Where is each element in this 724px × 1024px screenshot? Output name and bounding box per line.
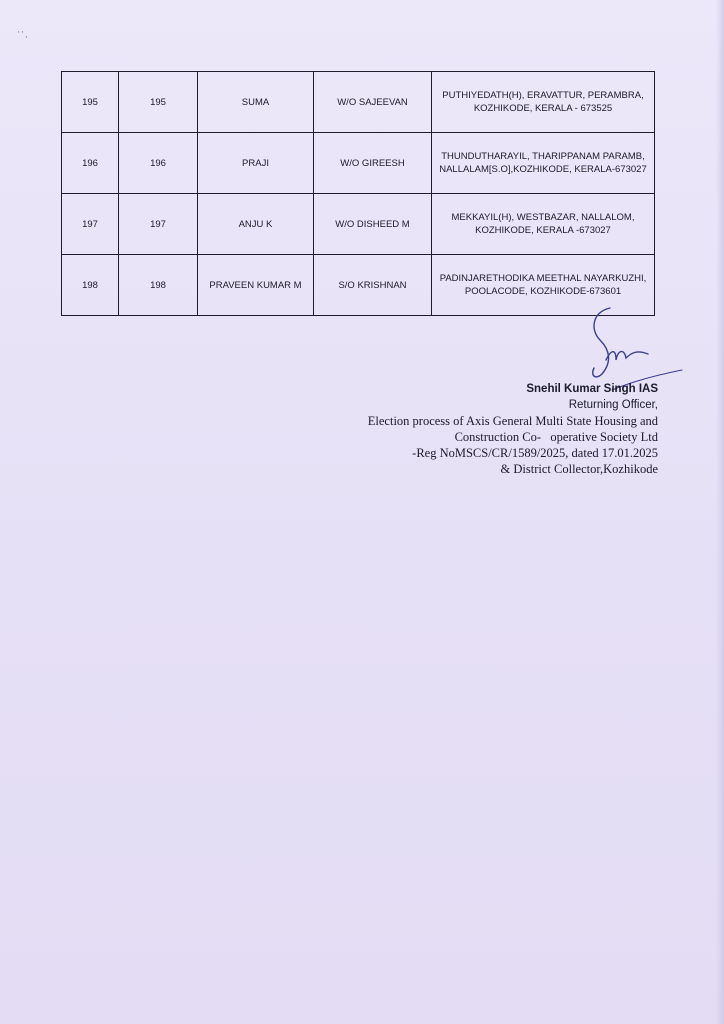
page-marks: ' ' , <box>18 30 28 39</box>
society-name-line: Construction Co- operative Society Ltd <box>454 430 658 444</box>
member-number-cell: 196 <box>119 133 198 194</box>
district-collector-line: & District Collector,Kozhikode <box>500 462 658 476</box>
signature-block <box>368 381 658 477</box>
table-row <box>62 255 655 316</box>
serial-number-cell: 197 <box>62 194 119 255</box>
member-name-cell: ANJU K <box>198 194 314 255</box>
relation-cell: S/O KRISHNAN <box>314 255 432 316</box>
relation-cell: W/O SAJEEVAN <box>314 72 432 133</box>
registration-line: -Reg NoMSCS/CR/1589/2025, dated 17.01.2025 <box>412 446 658 460</box>
scan-edge-shadow <box>716 0 724 1024</box>
serial-number-cell: 196 <box>62 133 119 194</box>
member-number-cell: 198 <box>119 255 198 316</box>
address-cell: PUTHIYEDATH(H), ERAVATTUR, PERAMBRA, KOZHIKODE, KERALA - 673525 <box>432 72 655 133</box>
serial-number-cell: 195 <box>62 72 119 133</box>
member-name-cell: PRAVEEN KUMAR M <box>198 255 314 316</box>
address-cell: PADINJARETHODIKA MEETHAL NAYARKUZHI, POOLACODE, KOZHIKODE-673601 <box>432 255 655 316</box>
member-name-cell: SUMA <box>198 72 314 133</box>
relation-cell: W/O DISHEED M <box>314 194 432 255</box>
election-process-line: Election process of Axis General Multi State Housing and <box>367 414 658 428</box>
signatory-designation: Returning Officer, <box>568 399 658 411</box>
address-cell: MEKKAYIL(H), WESTBAZAR, NALLALOM, KOZHIKODE, KERALA -673027 <box>432 194 655 255</box>
relation-cell: W/O GIREESH <box>314 133 432 194</box>
table-row <box>62 72 655 133</box>
serial-number-cell: 198 <box>62 255 119 316</box>
member-number-cell: 195 <box>119 72 198 133</box>
signatory-name: Snehil Kumar Singh IAS <box>526 383 658 395</box>
address-cell: THUNDUTHARAYIL, THARIPPANAM PARAMB, NALLALAM[S.O],KOZHIKODE, KERALA-673027 <box>432 133 655 194</box>
table-row <box>62 133 655 194</box>
table-row <box>62 194 655 255</box>
member-list-table <box>61 71 655 316</box>
member-number-cell: 197 <box>119 194 198 255</box>
member-name-cell: PRAJI <box>198 133 314 194</box>
